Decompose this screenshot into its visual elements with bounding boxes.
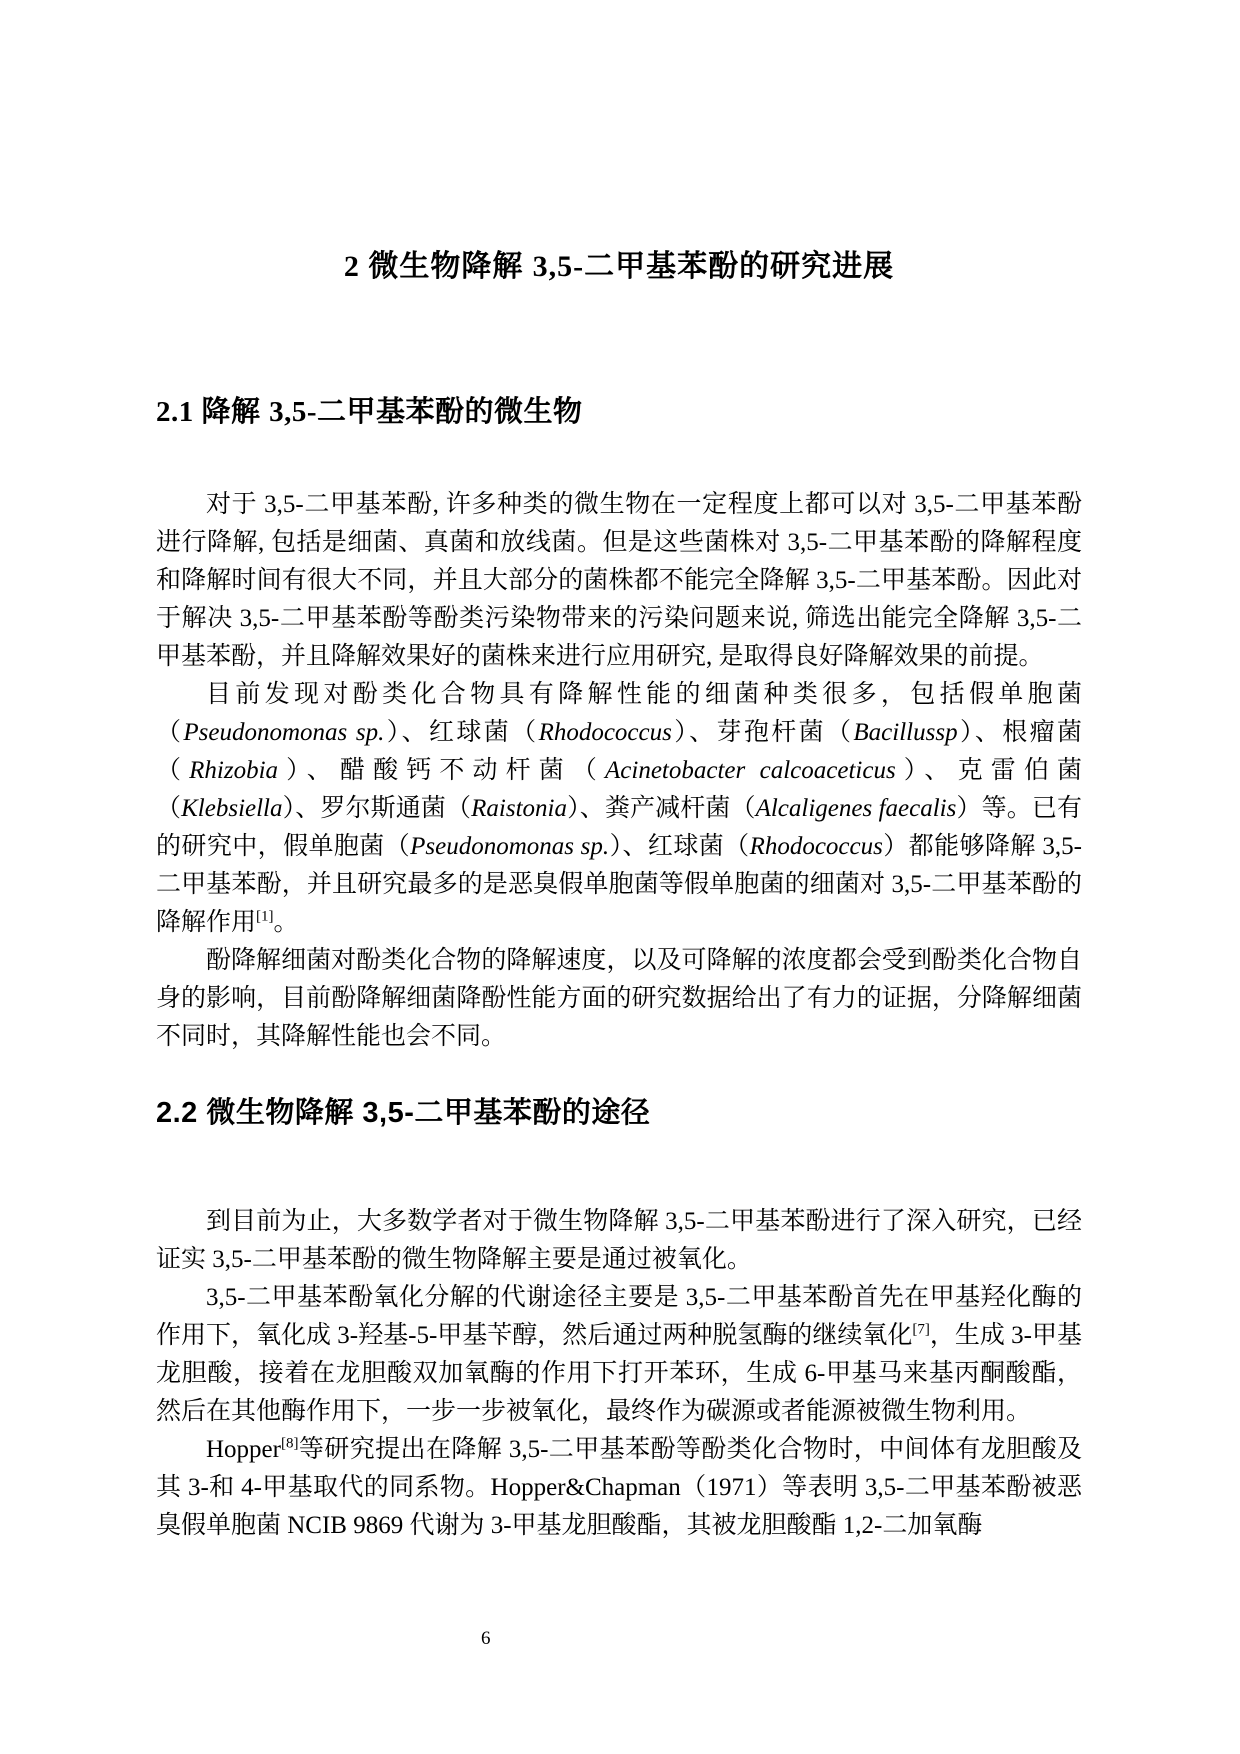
text-run: 等研究提出在降解 3,5-二甲基苯酚等酚类化合物时，中间体有龙胆酸及其 3-和 4-甲基取代的同系物。Hopper&Chapman（1971）等表明 3,5-二甲基苯酚被恶臭假单胞菌 NCIB 9869 代谢为 3-甲基龙胆酸酯，其被龙胆酸酯 1,2-二加氧酶	[156, 1436, 1082, 1539]
paragraph	[156, 676, 1082, 942]
citation-ref: [8]	[280, 1435, 299, 1452]
citation-ref: [1]	[256, 908, 274, 925]
text-run: Bacillussp	[853, 719, 958, 746]
text-run: 二甲基苯酚的研究进展	[584, 250, 895, 283]
text-run: Rhodococcus	[749, 833, 883, 860]
paragraph	[156, 1203, 1082, 1279]
text-run: 2.2 微生物降解 3,5-二甲基苯酚的途径	[156, 1097, 651, 1129]
text-run: Rhizobia	[189, 757, 279, 784]
text-run: 二甲基苯酚的微生物	[316, 396, 583, 428]
text-run: Hopper	[206, 1436, 281, 1463]
text-run: 目前发现对酚类化合物具有降解性能的细菌种类很多，包括假单胞菌（	[156, 681, 1082, 746]
paragraph	[156, 942, 1082, 1056]
text-run: 2	[343, 250, 369, 283]
text-run: ）、粪产减杆菌（	[566, 795, 756, 822]
text-run: ）、克雷伯菌（	[156, 757, 1082, 822]
text-run: ）等。已有的研究中，假单胞菌（	[156, 795, 1082, 860]
text-run: 。	[273, 909, 299, 936]
text-run: 3,5-二甲基苯酚氧化分解的代谢途径主要是 3,5-二甲基苯酚首先在甲基羟化酶的作用下，氧化成 3-羟基-5-甲基苄醇，然后通过两种脱氢酶的继续氧化	[156, 1284, 1082, 1349]
section-heading-2-1	[156, 392, 1082, 432]
text-run: 降解	[201, 396, 270, 428]
text-run: Raistonia	[471, 795, 567, 822]
text-run: 微生物降解	[368, 250, 533, 283]
document-body	[156, 392, 1082, 1545]
text-run: ）都能够降解 3,5-二甲基苯酚，并且研究最多的是恶臭假单胞菌等假单胞菌的细菌对 3,5-二甲基苯酚的降解作用	[156, 833, 1082, 936]
text-run: ，生成 3-甲基龙胆酸，接着在龙胆酸双加氧酶的作用下打开苯环，生成 6-甲基马来基丙酮酸酯，然后在其他酶作用下，一步一步被氧化，最终作为碳源或者能源被微生物利用。	[156, 1322, 1083, 1425]
section-heading-2-2	[156, 1093, 1082, 1133]
text-run: ）、芽孢杆菌（	[671, 719, 854, 746]
text-run: Alcaligenes faecalis	[755, 795, 957, 822]
text-run: Acinetobacter calcoaceticus	[605, 757, 896, 784]
paragraph	[156, 1431, 1082, 1545]
text-run: ）、罗尔斯通菌（	[282, 795, 472, 822]
text-run: 2.1	[156, 396, 202, 428]
paragraph	[156, 486, 1082, 676]
text-run: ）、根瘤菌（	[156, 719, 1082, 784]
document-content	[156, 0, 1082, 1545]
page-number: 6	[481, 1628, 491, 1649]
text-run: Rhodococcus	[538, 719, 672, 746]
text-run: 3,5-	[269, 396, 317, 428]
text-run: Klebsiella	[181, 795, 283, 822]
text-run: 到目前为止，大多数学者对于微生物降解 3,5-二甲基苯酚进行了深入研究，已经证实 3,5-二甲基苯酚的微生物降解主要是通过被氧化。	[156, 1208, 1082, 1273]
text-run: ）、红球菌（	[609, 833, 750, 860]
paragraph	[156, 1279, 1082, 1431]
citation-ref: [7]	[912, 1321, 930, 1338]
text-run: Pseudonomonas sp.	[183, 719, 385, 746]
text-run: ）、红球菌（	[384, 719, 539, 746]
section-paragraphs-2-2	[156, 1203, 1082, 1545]
section-paragraphs-2-1	[156, 486, 1082, 1056]
text-run: 3,5-	[532, 250, 585, 283]
text-run: ）、醋酸钙不动杆菌（	[278, 757, 606, 784]
text-run: 酚降解细菌对酚类化合物的降解速度，以及可降解的浓度都会受到酚类化合物自身的影响，目前酚降解细菌降酚性能方面的研究数据给出了有力的证据，分降解细菌不同时，其降解性能也会不同。	[156, 947, 1082, 1050]
chapter-title	[156, 0, 1082, 288]
text-run: 对于 3,5-二甲基苯酚, 许多种类的微生物在一定程度上都可以对 3,5-二甲基苯酚进行降解, 包括是细菌、真菌和放线菌。但是这些菌株对 3,5-二甲基苯酚的降解程度和降解时间有很大不同，并且大部分的菌株都不能完全降解 3,5-二甲基苯酚。因此对于解决 3,5-二甲基苯酚等酚类污染物带来的污染问题来说, 筛选出能完全降解 3,5-二甲基苯酚，并且降解效果好的菌株来进行应用研究, 是取得良好降解效果的前提。	[156, 491, 1082, 670]
text-run: Pseudonomonas sp.	[410, 833, 610, 860]
